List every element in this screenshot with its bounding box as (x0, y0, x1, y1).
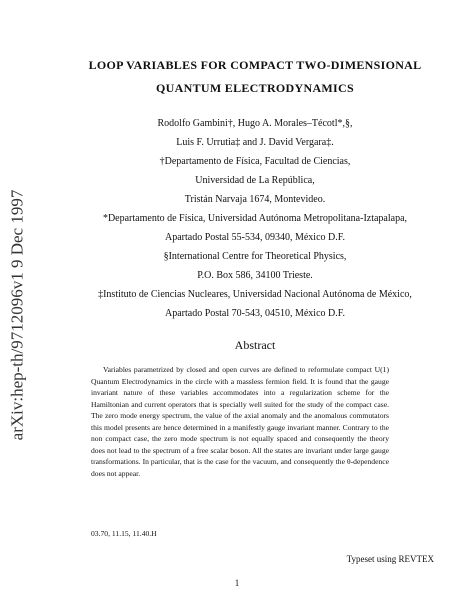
author-line-1: Rodolfo Gambini†, Hugo A. Morales–Técotl*,§, (157, 118, 353, 129)
affiliation-4-line-2: Apartado Postal 70-543, 04510, México D.F. (164, 308, 345, 319)
abstract-heading: Abstract (234, 338, 276, 352)
pacs-numbers: 03.70, 11.15, 11.40.H (91, 529, 157, 538)
typeset-note: Typeset using REVTEX (346, 554, 434, 564)
title-line-2: QUANTUM ELECTRODYNAMICS (156, 81, 354, 95)
arxiv-identifier-text: arXiv:hep-th/9712096v1 9 Dec 1997 (7, 189, 27, 441)
arxiv-identifier (2, 165, 32, 465)
paper-title (60, 54, 450, 100)
affiliation-4-line-1: ‡Instituto de Ciencias Nucleares, Universidad Nacional Autónoma de México, (98, 289, 412, 300)
affiliation-3-line-2: P.O. Box 586, 34100 Trieste. (197, 270, 313, 281)
affiliation-2-line-1: *Departamento de Física, Universidad Autónoma Metropolitana-Iztapalapa, (102, 213, 408, 224)
affiliation-3-line-1: §International Centre for Theoretical Physics, (163, 251, 347, 262)
page-number: 1 (234, 578, 240, 588)
title-line-1: LOOP VARIABLES FOR COMPACT TWO-DIMENSIONAL (88, 58, 422, 72)
author-block (60, 114, 450, 323)
author-line-2: Luis F. Urrutia‡ and J. David Vergara‡. (176, 137, 334, 148)
affiliation-1-line-1: †Departamento de Física, Facultad de Ciencias, (159, 156, 351, 167)
abstract-text: Variables parametrized by closed and open curves are defined to reformulate compact U(1) Quantum Electrodynamics in the circle with a massless fermion field. It is found that the gauge invariant nature of these variables accommodates into a regularization scheme for the Hamiltonian and current operators that is specially well suited for the study of the compact case. The zero mode energy spectrum, the value of the axial anomaly and the anomalous commutators this model presents are hence determined in a manifestly gauge invariant manner. Contrary to the non compact case, the zero mode spectrum is not equally spaced and consequently the theory does not lead to the spectrum of a free scalar boson. All the states are invariant under large gauge transformations. In particular, that is the case for the vacuum, and consequently the θ-dependence does not appear. (91, 365, 389, 478)
affiliation-1-line-2: Universidad de La República, (195, 175, 315, 186)
affiliation-2-line-2: Apartado Postal 55-534, 09340, México D.F. (164, 232, 345, 243)
affiliation-1-line-3: Tristán Narvaja 1674, Montevideo. (184, 194, 326, 205)
